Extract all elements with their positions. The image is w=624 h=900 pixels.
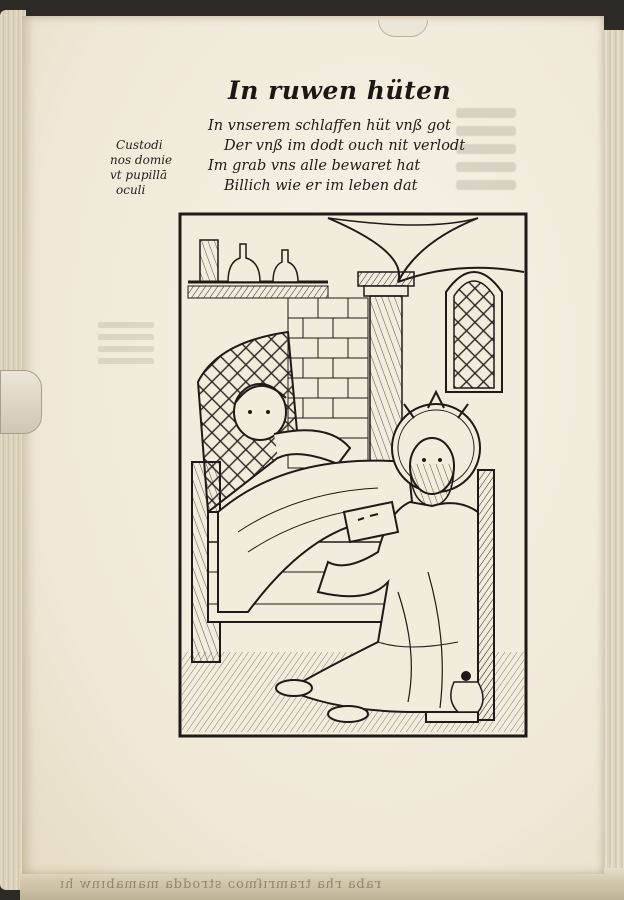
marginal-note (110, 138, 190, 198)
page-clip (0, 370, 42, 434)
verse-line: Im grab vns alle bewaret hat (208, 158, 421, 174)
marginal-note-line: vt pupillā (110, 168, 168, 182)
marginal-note-line: Custodi (116, 138, 163, 152)
marginal-note-line: oculi (116, 183, 146, 197)
woodcut-illustration (178, 212, 528, 738)
page-heading: In ruwen hüten (228, 76, 452, 105)
verse-line: Billich wie er im leben dat (224, 178, 418, 194)
marginal-note-line: nos domie (110, 153, 173, 167)
verse-line: Der vnß im dodt ouch nit verlodt (224, 138, 466, 154)
verse-block (208, 116, 508, 196)
show-through-ghost-note (98, 316, 154, 372)
verse-line: In vnserem schlaffen hüt vnß got (208, 118, 451, 134)
bleed-through-text: ıɥ ʍuıqɐɯɐɯ ɐppoɹʇs coɯɟıɹɯɐɹʇ ɐɥɹ ɐqɐɹ (60, 877, 382, 892)
